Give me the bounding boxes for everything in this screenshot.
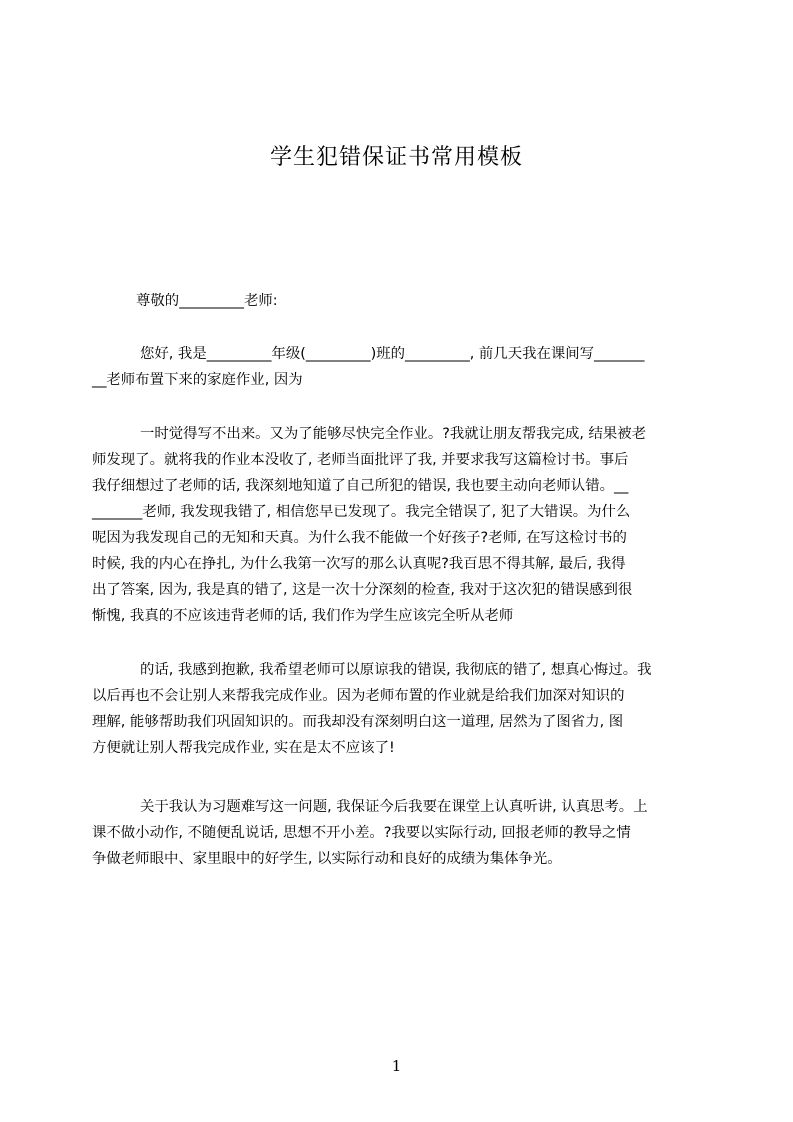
paragraph-line: 方便就让别人帮我完成作业, 实在是太不应该了! — [92, 740, 395, 756]
paragraph-line: 时候, 我的内心在挣扎, 为什么我第一次写的那么认真呢?我百思不得其解, 最后, 我得 — [92, 556, 626, 572]
salutation — [136, 292, 278, 310]
paragraph-line: 争做老师眼中、家里眼中的好学生, 以实际行动和良好的成绩为集体争光。 — [92, 851, 562, 867]
paragraph-line: 出了答案, 因为, 我是真的错了, 这是一次十分深刻的检查, 我对于这次犯的错误感到很 — [92, 582, 633, 598]
paragraph-line: _______老师, 我发现我错了, 相信您早已发现了。我完全错误了, 犯了大错误。为什么 — [92, 504, 631, 520]
salutation-prefix: 尊敬的 — [136, 293, 180, 309]
page-number: 1 — [391, 1057, 402, 1075]
paragraph-line: 呢因为我发现自己的无知和天真。为什么我不能做一个好孩子?老师, 在写这检讨书的 — [92, 530, 627, 546]
paragraph-line: 关于我认为习题难写这一问题, 我保证今后我要在课堂上认真听讲, 认真思考。上 — [140, 799, 648, 815]
paragraph-line: 师发现了。就将我的作业本没收了, 老师当面批评了我, 并要求我写这篇检讨书。事后 — [92, 452, 629, 468]
paragraph-line: __老师布置下来的家庭作业, 因为 — [92, 372, 303, 388]
document-title: 学生犯错保证书常用模板 — [269, 145, 523, 170]
paragraph-line: 课不做小动作, 不随便乱说话, 思想不开小差。?我要以实际行动, 回报老师的教导之情 — [92, 825, 631, 841]
paragraph-line: 一时觉得写不出来。又为了能够尽快完全作业。?我就让朋友帮我完成, 结果被老 — [140, 426, 647, 442]
paragraph-line: 以后再也不会让别人来帮我完成作业。因为老师布置的作业就是给我们加深对知识的 — [92, 688, 625, 704]
paragraph-line: 惭愧, 我真的不应该违背老师的话, 我们作为学生应该完全听从老师 — [92, 608, 514, 624]
paragraph-line: 的话, 我感到抱歉, 我希望老师可以原谅我的错误, 我彻底的错了, 想真心悔过。我 — [140, 662, 652, 678]
paragraph-line: 我仔细想过了老师的话, 我深刻地知道了自己所犯的错误, 我也要主动向老师认错。__ — [92, 478, 629, 494]
paragraph-line: 理解, 能够帮助我们巩固知识的。而我却没有深刻明白这一道理, 居然为了图省力, 图 — [92, 714, 624, 730]
salutation-blank: _________ — [179, 293, 244, 309]
salutation-suffix: 老师: — [243, 293, 278, 309]
paragraph-line: 您好, 我是_________年级(_________)班的_________, 前几天我在课间写_______ — [140, 346, 645, 362]
